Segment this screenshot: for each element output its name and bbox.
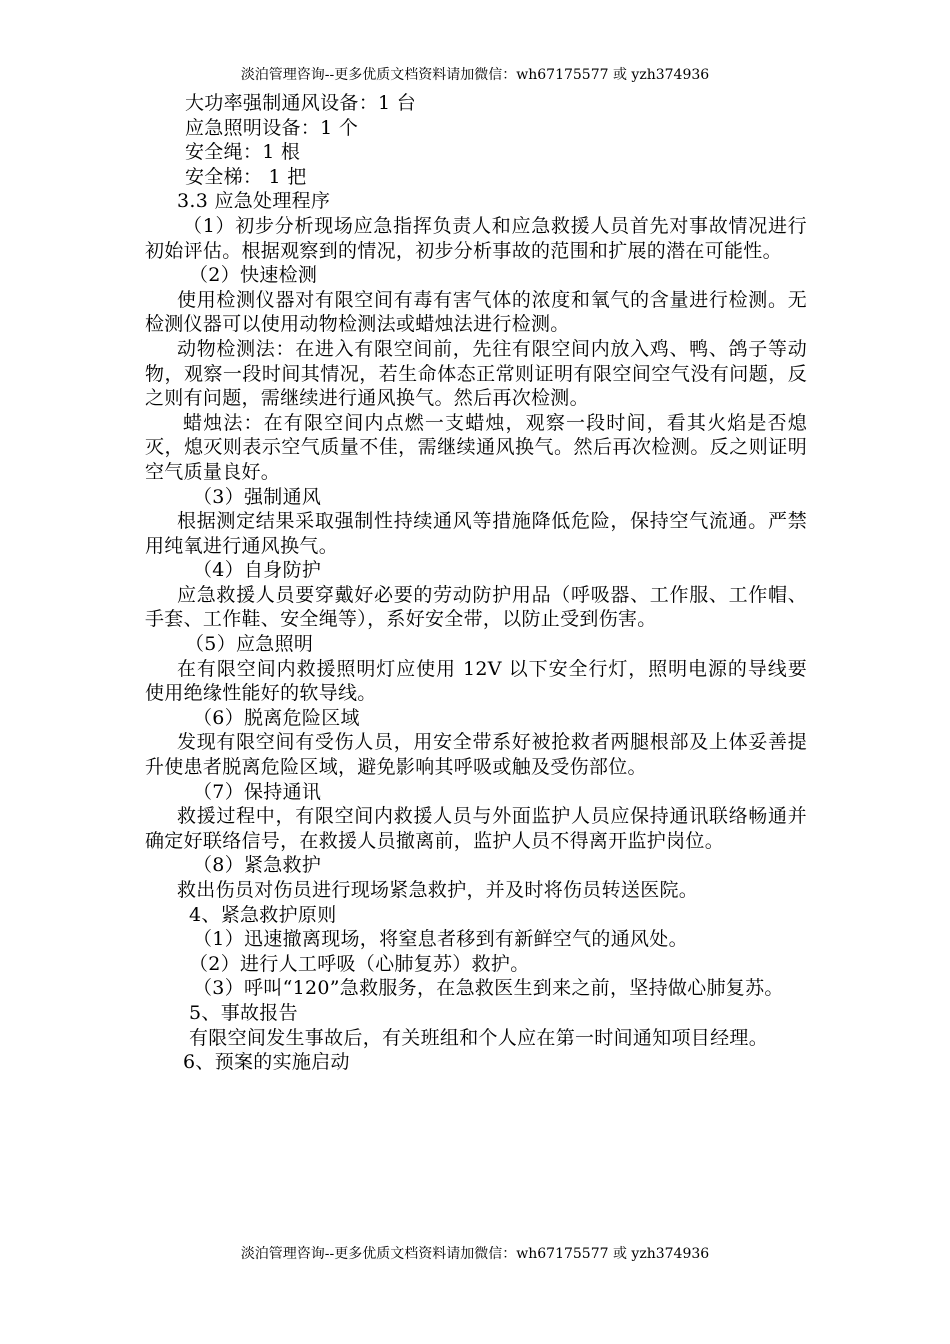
section-heading-6: 6、预案的实施启动 — [183, 1051, 350, 1074]
candle-test-paragraph: 蜡烛法：在有限空间内点燃一支蜡烛，观察一段时间，看其火焰是否熄灭，熄灭则表示空气质量不佳，需继续通风换气。然后再次检测。反之则证明空气质量良好。 — [145, 411, 807, 483]
step-1-paragraph: （1）初步分析现场应急指挥负责人和应急救援人员首先对事故情况进行初始评估。根据观察到的情况，初步分析事故的范围和扩展的潜在可能性。 — [145, 214, 807, 262]
equipment-item-ladder: 安全梯： 1 把 — [185, 165, 307, 188]
page-footer: 淡泊管理咨询--更多优质文档资料请加微信：wh67175577 或 yzh374936 — [240, 1246, 710, 1262]
step-7-paragraph: 救援过程中，有限空间内救援人员与外面监护人员应保持通讯联络畅通并确定好联络信号，在救援人员撤离前，监护人员不得离开监护岗位。 — [145, 805, 807, 852]
step-7-heading: （7）保持通讯 — [193, 780, 322, 803]
step-5-heading: （5）应急照明 — [185, 633, 314, 656]
section-heading-4: 4、紧急救护原则 — [189, 903, 337, 926]
accident-report-paragraph: 有限空间发生事故后，有关班组和个人应在第一时间通知项目经理。 — [189, 1026, 769, 1049]
step-2-heading: （2）快速检测 — [189, 264, 318, 287]
equipment-item-ventilation: 大功率强制通风设备：1 台 — [185, 92, 417, 114]
animal-test-paragraph: 动物检测法：在进入有限空间前，先往有限空间内放入鸡、鸭、鸽子等动物，观察一段时间其情况，若生命体态正常则证明有限空间空气没有问题，反之则有问题，需继续进行通风换气。然后再次检测。 — [145, 337, 807, 410]
document-body — [145, 91, 807, 1075]
step-6-heading: （6）脱离危险区域 — [193, 706, 360, 729]
principle-3: （3）呼叫“120”急救服务，在急救医生到来之前，坚持做心肺复苏。 — [193, 977, 784, 1000]
step-3-paragraph: 根据测定结果采取强制性持续通风等措施降低危险，保持空气流通。严禁用纯氧进行通风换气。 — [145, 510, 807, 557]
step-4-heading: （4）自身防护 — [193, 559, 322, 582]
step-8-paragraph: 救出伤员对伤员进行现场紧急救护，并及时将伤员转送医院。 — [177, 879, 699, 901]
section-heading-3-3: 3.3 应急处理程序 — [177, 190, 331, 213]
equipment-item-rope: 安全绳：1 根 — [185, 141, 301, 164]
step-8-heading: （8）紧急救护 — [193, 854, 322, 877]
principle-1: （1）迅速撤离现场，将窒息者移到有新鲜空气的通风处。 — [193, 928, 688, 951]
section-heading-5: 5、事故报告 — [189, 1001, 298, 1024]
principle-2: （2）进行人工呼吸（心肺复苏）救护。 — [189, 952, 530, 975]
page-header: 淡泊管理咨询--更多优质文档资料请加微信：wh67175577 或 yzh374936 — [240, 67, 710, 83]
step-3-heading: （3）强制通风 — [193, 485, 322, 508]
step-2-paragraph: 使用检测仪器对有限空间有毒有害气体的浓度和氧气的含量进行检测。无检测仪器可以使用动物检测法或蜡烛法进行检测。 — [145, 288, 807, 336]
equipment-item-lighting: 应急照明设备：1 个 — [185, 116, 359, 139]
step-5-paragraph: 在有限空间内救援照明灯应使用 12V 以下安全行灯，照明电源的导线要使用绝缘性能好的软导线。 — [145, 657, 807, 705]
step-6-paragraph: 发现有限空间有受伤人员，用安全带系好被抢救者两腿根部及上体妥善提升使患者脱离危险区域，避免影响其呼吸或触及受伤部位。 — [145, 731, 807, 779]
step-4-paragraph: 应急救援人员要穿戴好必要的劳动防护用品（呼吸器、工作服、工作帽、手套、工作鞋、安全绳等），系好安全带，以防止受到伤害。 — [145, 583, 807, 631]
